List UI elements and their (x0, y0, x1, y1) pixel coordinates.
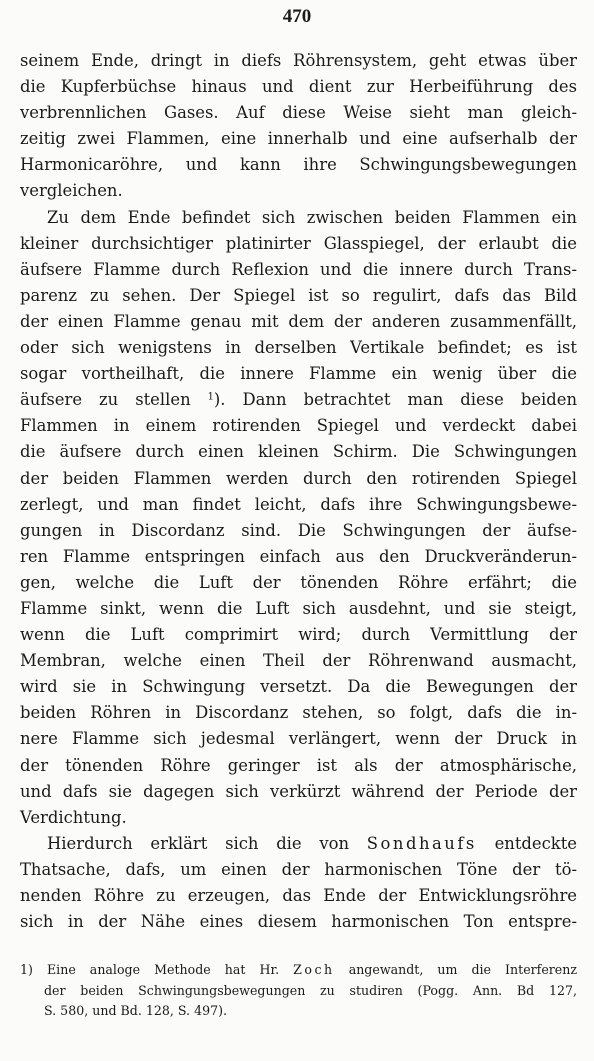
text-line: parenz zu sehen. Der Spiegel ist so regulirt, dafs das Bild (20, 285, 577, 305)
text-line: Flammen in einem rotirenden Spiegel und verdeckt dabei (20, 416, 577, 436)
footnote (20, 960, 577, 1022)
text-fragment: angewandt, um die Interferenz (348, 962, 578, 977)
text-line: sich in der Nähe eines diesem harmonischen Ton entspre- (20, 912, 577, 932)
footnote-marker: 1) (20, 962, 33, 977)
text-line: Verdichtung. (20, 807, 127, 827)
main-text (20, 48, 577, 935)
text-line: Flamme sinkt, wenn die Luft sich ausdehnt, und sie steigt, (20, 598, 577, 618)
text-line: sogar vortheilhaft, die innere Flamme ein wenig über die (20, 364, 577, 384)
text-line: wird sie in Schwingung versetzt. Da die Bewegungen der (20, 677, 577, 697)
spaced-name: Zoch (293, 962, 335, 977)
text-line: der beiden Flammen werden durch den rotirenden Spiegel (20, 468, 577, 488)
text-line: seinem Ende, dringt in diefs Röhrensystem, geht etwas über (20, 51, 577, 70)
text-line: zerlegt, und man findet leicht, dafs ihre Schwingungsbewe- (20, 494, 577, 514)
spaced-name: Sondhaufs (366, 833, 477, 853)
text-line: zeitig zwei Flammen, eine innerhalb und eine aufserhalb der (20, 129, 577, 149)
text-fragment: äufsere zu stellen (20, 390, 191, 410)
text-line: gungen in Discordanz sind. Die Schwingungen der äufse- (20, 520, 577, 540)
text-line: Membran, welche einen Theil der Röhrenwand ausmacht, (20, 651, 577, 671)
text-line: ren Flamme entspringen einfach aus den Druckveränderun- (20, 546, 577, 566)
text-fragment: entdeckte (494, 833, 577, 853)
text-line: beiden Röhren in Discordanz stehen, so folgt, dafs die in- (20, 703, 577, 723)
text-line: oder sich wenigstens in derselben Vertikale befindet; es ist (20, 338, 577, 358)
text-line: Zu dem Ende befindet sich zwischen beiden Flammen ein (47, 207, 577, 227)
text-line: nere Flamme sich jedesmal verlängert, wenn der Druck in (20, 729, 577, 749)
text-line: der einen Flamme genau mit dem der anderen zusammenfällt, (20, 311, 577, 331)
text-line: nenden Röhre zu erzeugen, das Ende der Entwicklungsröhre (20, 886, 577, 905)
text-line: Thatsache, dafs, um einen der harmonischen Töne der tö- (20, 859, 577, 879)
text-line: und dafs sie dagegen sich verkürzt während der Periode der (20, 781, 577, 801)
text-line: die Kupferbüchse hinaus und dient zur Herbeiführung des (20, 77, 577, 97)
text-line: die äufsere durch einen kleinen Schirm. Die Schwingungen (20, 442, 577, 462)
footnote-reference: 1 (207, 391, 214, 403)
text-fragment: ). Dann betrachtet man diese beiden (213, 390, 578, 410)
text-line: gen, welche die Luft der tönenden Röhre erfährt; die (20, 572, 577, 592)
text-fragment: Eine analoge Methode hat Hr. (46, 962, 280, 977)
text-line-with-spaced-name (20, 831, 577, 857)
text-line: Harmonicaröhre, und kann ihre Schwingungsbewegungen (20, 155, 577, 175)
footnote-line (20, 960, 577, 981)
footnote-line: der beiden Schwingungsbewegungen zu studiren (Pogg. Ann. Bd 127, (44, 982, 577, 998)
text-line: verbrennlichen Gases. Auf diese Weise sieht man gleich- (20, 103, 577, 123)
text-line: vergleichen. (20, 181, 123, 201)
text-line: äufsere Flamme durch Reflexion und die innere durch Trans- (20, 259, 577, 279)
footnote-line: S. 580, und Bd. 128, S. 497). (44, 1003, 228, 1018)
text-line: wenn die Luft comprimirt wird; durch Vermittlung der (20, 625, 577, 645)
text-line: der tönenden Röhre geringer ist als der atmosphärische, (20, 755, 577, 775)
page-number: 470 (282, 6, 312, 27)
text-fragment: Hierdurch erklärt sich die von (47, 833, 350, 853)
text-line-with-footnote-ref (20, 387, 577, 413)
text-line: kleiner durchsichtiger platinirter Glasspiegel, der erlaubt die (20, 233, 577, 253)
